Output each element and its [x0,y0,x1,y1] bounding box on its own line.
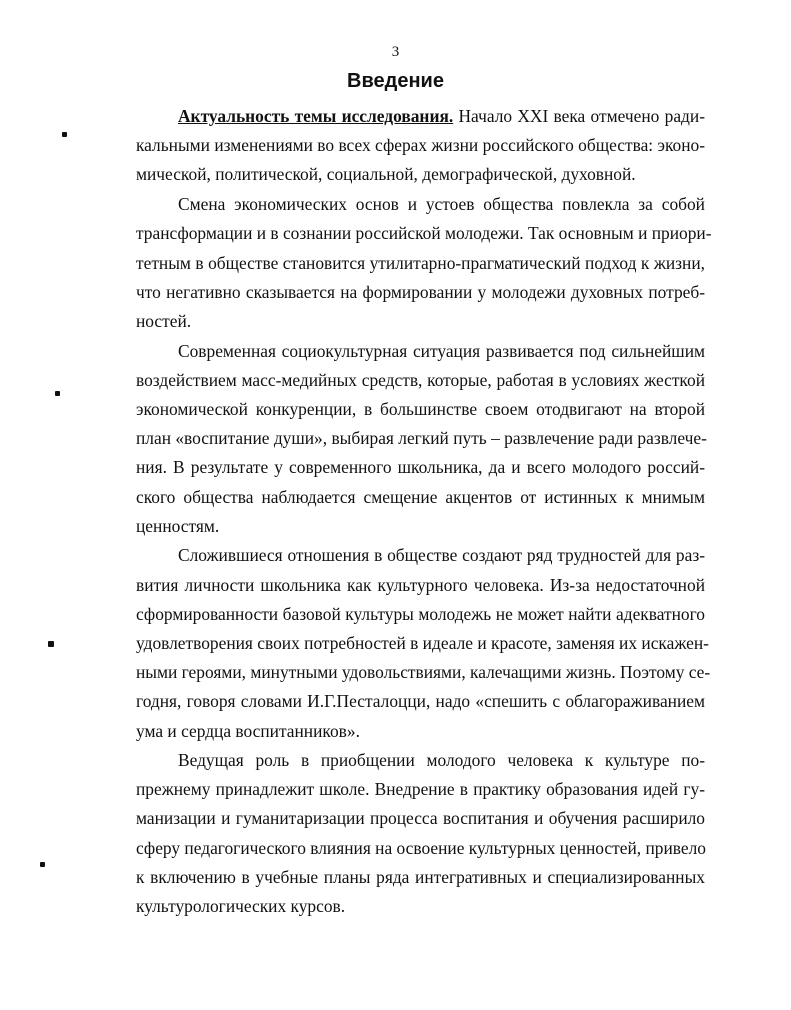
paragraph-3-line-5: ния. В результате у современного школьника, да и всего молодого россий- [136,457,705,477]
paragraph-5-line-4: сферу педагогического влияния на освоение культурных ценностей, привело [136,838,706,858]
paragraph-3-line-6: ского общества наблюдается смещение акцентов от истинных к мнимым [136,487,705,507]
paragraph-4-line-4: удовлетворения своих потребностей в идеале и красоте, заменяя их искажен- [136,633,709,653]
paragraph-4-line-5: ными героями, минутными удовольствиями, калечащими жизнь. Поэтому се- [136,662,711,682]
paragraph-4-line-3: сформированности базовой культуры молодежь не может найти адекватного [136,604,705,624]
margin-mark [48,641,54,647]
margin-mark [55,391,60,396]
paragraph-1-line-3: мической, политической, социальной, демографической, духовной. [136,164,636,184]
paragraph-1-line-1 [178,105,705,127]
paragraph-4-line-7: ума и сердца воспитанников». [136,721,360,741]
paragraph-2-line-4: что негативно сказывается на формировании у молодежи духовных потреб- [136,282,705,302]
paragraph-3-line-3: экономической конкуренции, в большинстве своем отодвигают на второй [136,399,705,419]
paragraph-1-line-2: кальными изменениями во всех сферах жизни российского общества: эконо- [136,135,705,155]
section-heading: Введение [347,70,444,92]
paragraph-3-line-4: план «воспитание души», выбирая легкий путь – развлечение ради развлече- [136,428,707,448]
paragraph-5-line-1: Ведущая роль в приобщении молодого человека к культуре по- [178,750,705,770]
paragraph-4-line-1: Сложившиеся отношения в обществе создают ряд трудностей для раз- [178,545,705,565]
paragraph-3-line-2: воздействием масс-медийных средств, которые, работая в условиях жесткой [136,370,705,390]
margin-mark [40,862,45,867]
paragraph-5-line-3: манизации и гуманитаризации процесса воспитания и обучения расширило [136,808,705,828]
paragraph-1-line-1-text: Начало XXI века отмечено ради- [453,106,705,126]
paragraph-3-line-7: ценностям. [136,516,220,536]
paragraph-2-line-1: Смена экономических основ и устоев общества повлекла за собой [178,194,705,214]
paragraph-2-line-5: ностей. [136,311,192,331]
paragraph-2-line-3: тетным в обществе становится утилитарно-прагматический подход к жизни, [136,253,705,273]
paragraph-4-line-6: годня, говоря словами И.Г.Песталоцци, надо «спешить с облагораживанием [136,691,705,711]
paragraph-5-line-5: к включению в учебные планы ряда интегративных и специализированных [136,867,705,887]
paragraph-4-line-2: вития личности школьника как культурного человека. Из-за недостаточной [136,575,705,595]
paragraph-2-line-2: трансформации и в сознании российской молодежи. Так основным и приори- [136,223,712,243]
paragraph-5-line-6: культурологических курсов. [136,896,346,916]
relevance-lead: Актуальность темы исследования. [178,106,454,126]
page-number: 3 [391,44,400,60]
margin-mark [62,132,67,137]
paragraph-5-line-2: прежнему принадлежит школе. Внедрение в практику образования идей гу- [136,779,705,799]
paragraph-3-line-1: Современная социокультурная ситуация развивается под сильнейшим [178,341,705,361]
